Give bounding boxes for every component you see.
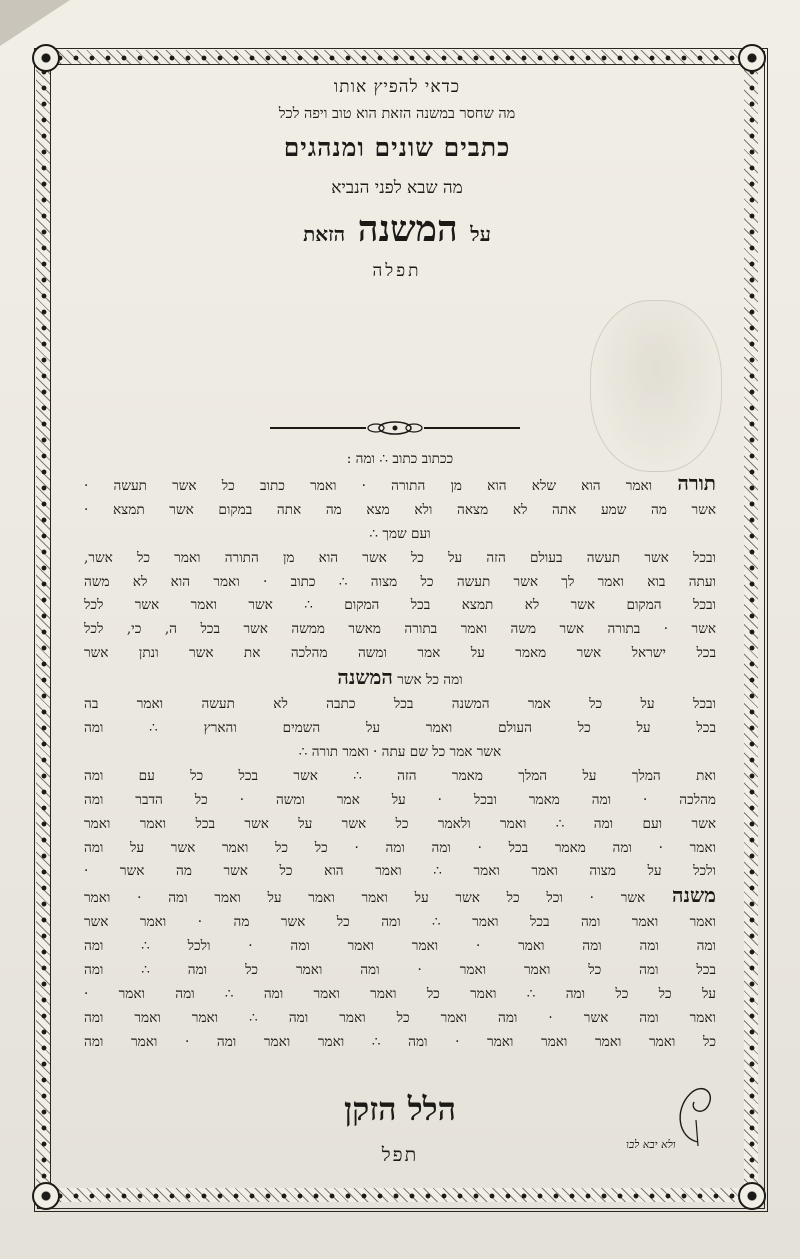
corner-ornament <box>738 1182 766 1210</box>
text-line: אשר מה שמע אתה לא מצאה ולא מצא מה אתה במקום אשר תמצא · <box>84 501 716 518</box>
text-line: ואמר ומה אשר · ומה ואמר כל ואמר ומה ∴ ואמר ואמר ומה <box>84 1009 716 1026</box>
text-fragment: ומה כל אשר <box>397 672 463 689</box>
text-line: בכל ישראל אשר מאמר על אמר ומשה מהלכה את אשר ונתן אשר <box>84 645 716 662</box>
header-word: הזאת <box>303 221 346 246</box>
text-line: ועתה בוא ואמר לך אשר תעשה כל מצוה ∴ כתוב · ואמר הוא לא משה <box>84 573 716 590</box>
inline-heading: תורה <box>677 471 716 495</box>
text-line <box>84 472 716 499</box>
text-line: כל ואמר ואמר ואמר ואמר · ומה ∴ ואמר ואמר ומה · ואמר ומה <box>84 1033 716 1050</box>
text-line: ובכל המקום אשר לא תמצא בכל המקום ∴ אשר ואמר אשר לכל <box>84 597 716 614</box>
text-line <box>84 666 716 693</box>
header-line: מה שחסר במשנה הזאת הוא טוב ויפה לכל <box>278 105 516 122</box>
text-line: אשר · בתורה אשר משה ואמר בתורה מאשר ממשה אשר בכל ה, כי, לכל <box>84 621 716 638</box>
text-line: בכל ומה כל ואמר ואמר · ומה ואמר כל ומה ∴ ומה <box>84 962 716 979</box>
text-line: ואת המלך על המלך מאמר הזה ∴ אשר בכל כל עם ומה <box>84 767 716 784</box>
main-title: המשנה <box>357 207 458 250</box>
header-line: כתבים שונים ומנהגים <box>283 133 511 163</box>
border-ornament-top <box>52 50 742 64</box>
border-ornament-bottom <box>52 1188 742 1202</box>
text-fragment: ואמר הוא שלא הוא מן התורה · ואמר כתוב כל אשר תעשה · <box>84 477 653 494</box>
text-line: ואמר ואמר ומה בכל ואמר ∴ ומה כל אשר מה · ואמר אשר <box>84 914 716 931</box>
inline-heading: המשנה <box>337 666 393 690</box>
text-line: אשר ועם ומה ∴ ואמר ולאמר כל אשר על אשר בכל ואמר ואמר <box>84 815 716 832</box>
text-body <box>84 448 716 1055</box>
text-line <box>84 884 716 911</box>
footer-subtitle: תפל <box>381 1144 419 1166</box>
text-line: ככתוב כתוב ∴ ומה : <box>346 451 454 467</box>
divider-ornament <box>270 420 520 436</box>
text-line: ובכל על כל אמר המשנה בכל כתבה לא תעשה ואמר בה <box>84 696 716 713</box>
text-line: ומה ומה ומה ואמר · ואמר ואמר ומה · ולכל ∴ ומה <box>84 938 716 955</box>
header-line: כדאי להפיץ אותו <box>333 77 461 97</box>
footer-title: הלל הזקן <box>343 1090 457 1128</box>
header-line-with-title <box>80 209 714 250</box>
header-line: מה שבא לפני הנביא <box>331 177 463 198</box>
border-ornament-right <box>744 64 758 1188</box>
text-line: ולכל על מצוה ואמר ואמר ∴ ואמר הוא כל אשר מה אשר · <box>84 863 716 880</box>
signature-flourish-icon <box>668 1080 718 1150</box>
handwritten-note: ולא יבא לבו <box>626 1138 676 1151</box>
corner-ornament <box>738 44 766 72</box>
header-word: על <box>470 221 491 246</box>
header-line: תפלה <box>372 260 422 281</box>
text-line: אשר אמר כל שם עתה · ואמר תורה ∴ <box>298 743 502 760</box>
text-line: על כל כל ומה ∴ ואמר כל ואמר ואמר ומה ∴ ומה ואמר · <box>84 985 716 1002</box>
text-line: בכל על כל העולם ואמר על השמים והארץ ∴ ומה <box>84 719 716 736</box>
corner-ornament <box>32 1182 60 1210</box>
page-curl <box>0 0 70 46</box>
text-line: ועם שמך ∴ <box>369 525 431 542</box>
border-ornament-left <box>36 64 50 1188</box>
text-fragment: אשר · וכל כל אשר על ואמר ואמר על ואמר ומה · ואמר <box>84 890 646 907</box>
text-line: מהלכה · ומה מאמר ובכל · על אמר ומשה · כל הדבר ומה <box>84 791 716 808</box>
text-line: ובכל אשר תעשה בעולם הזה על כל אשר הוא מן התורה ואמר כל אשר, <box>84 549 716 566</box>
corner-ornament <box>32 44 60 72</box>
inline-heading: משנה <box>671 884 716 908</box>
title-block <box>80 72 714 281</box>
text-line: ואמר · ומה מאמר בכל · ומה ומה · כל כל ואמר אשר על ומה <box>84 839 716 856</box>
